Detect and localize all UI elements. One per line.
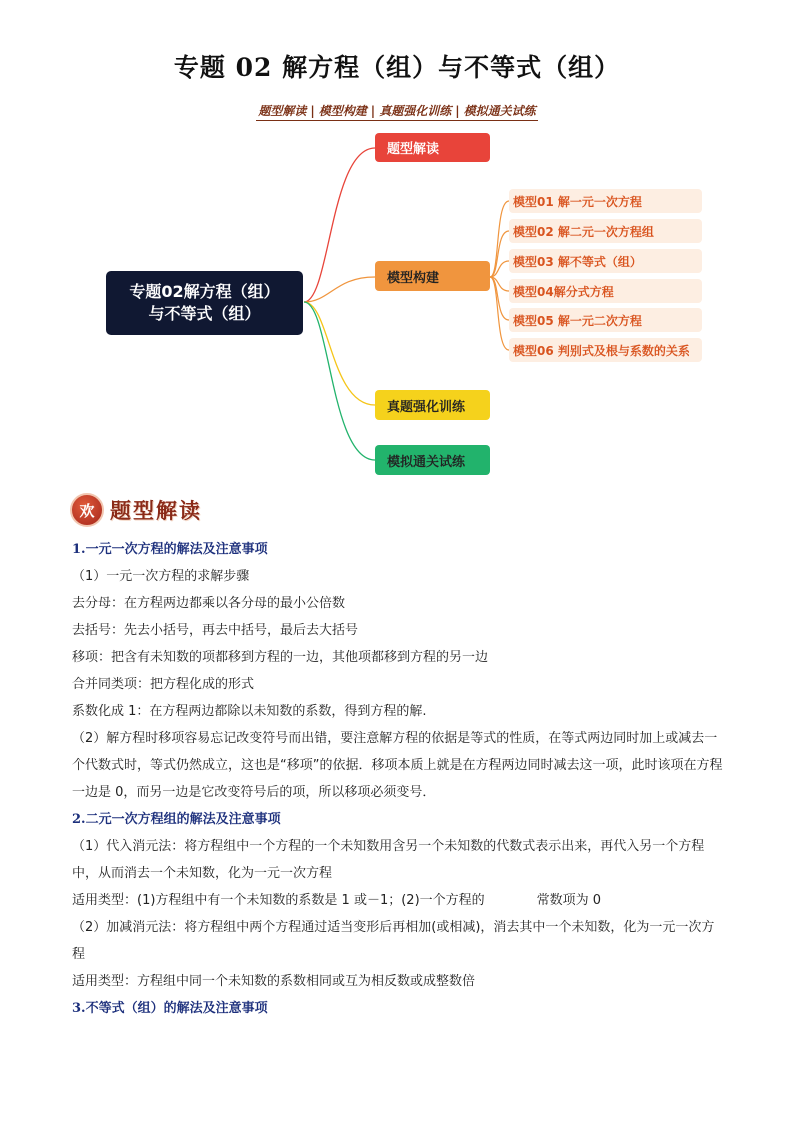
paragraph: 合并同类项：把方程化成的形式: [72, 677, 255, 692]
connector-model-6: [490, 277, 509, 350]
paragraph: 适用类型：方程组中同一个未知数的系数相同或互为相反数或成整数倍: [72, 974, 476, 989]
branch-tixing-jiedu: 题型解读: [375, 133, 490, 162]
connector-branch-4: [304, 302, 375, 460]
page-title: 专题 02 解方程（组）与不等式（组）: [173, 53, 621, 82]
connector-branch-1: [304, 148, 375, 302]
model-item: 模型06 判别式及根与系数的关系: [509, 338, 702, 362]
branch-zhenti-qianghua: 真题强化训练: [375, 390, 490, 420]
connector-model-1: [490, 201, 509, 277]
paragraph: 移项：把含有未知数的项都移到方程的一边，其他项都移到方程的另一边: [72, 650, 489, 665]
subtitle-links: 题型解读 | 模型构建 | 真题强化训练 | 模拟通关试练: [256, 102, 537, 121]
paragraph: 系数化成 1：在方程两边都除以未知数的系数，得到方程的解.: [72, 704, 427, 719]
subtitle-item: 题型解读: [258, 104, 307, 118]
connector-model-2: [490, 231, 509, 277]
paragraph: 去括号：先去小括号，再去中括号，最后去大括号: [72, 623, 359, 638]
connector-model-5: [490, 277, 509, 320]
badge-seal-icon: 欢: [70, 493, 104, 527]
model-item: 模型03 解不等式（组）: [509, 249, 702, 273]
model-item: 模型04解分式方程: [509, 279, 702, 303]
paragraph: （1）代入消元法：将方程组中一个方程的一个未知数用含另一个未知数的代数式表示出来，再代入另一个方程中，从而消去一个未知数，化为一元一次方程: [72, 839, 705, 881]
root-line-2: 与不等式（组）: [148, 304, 261, 323]
paragraph: （2）解方程时移项容易忘记改变符号而出错，要注意解方程的依据是等式的性质，在等式两边同时加上或减去一个代数式时，等式仍然成立，这也是“移项”的依据．移项本质上就是在方程两边同时减去这一项，此时该项在方程一边是 0，而另一边是它改变符号后的项，所以移项必须变号．: [72, 731, 723, 800]
connector-branch-2: [304, 277, 375, 302]
section-heading-1: 1.一元一次方程的解法及注意事项: [72, 542, 268, 557]
root-line-1: 专题02解方程（组）: [129, 282, 280, 301]
mindmap-root: [106, 271, 303, 335]
model-item: 模型01 解一元一次方程: [509, 189, 702, 213]
branch-moxing-goujian: 模型构建: [375, 261, 490, 291]
branch-moni-tongguan: 模拟通关试练: [375, 445, 490, 475]
content-body: [72, 536, 724, 1022]
section-heading-3: 3.不等式（组）的解法及注意事项: [72, 1001, 268, 1016]
paragraph: （2）加减消元法：将方程组中两个方程通过适当变形后再相加(或相减)，消去其中一个未知数，化为一元一次方程: [72, 920, 715, 962]
connector-branch-3: [304, 302, 375, 405]
subtitle-item: 模拟通关试练: [463, 104, 536, 118]
section-heading: 题型解读: [110, 498, 202, 523]
subtitle-item: 真题强化训练: [379, 104, 452, 118]
paragraph: 适用类型：(1)方程组中有一个未知数的系数是 1 或－1；(2)一个方程的 常数项为 0: [72, 893, 602, 908]
subtitle-item: 模型构建: [318, 104, 367, 118]
paragraph: （1）一元一次方程的求解步骤: [72, 569, 250, 584]
paragraph: 去分母：在方程两边都乘以各分母的最小公倍数: [72, 596, 346, 611]
section-badge: [70, 493, 220, 527]
model-item: 模型02 解二元一次方程组: [509, 219, 702, 243]
section-heading-2: 2.二元一次方程组的解法及注意事项: [72, 812, 281, 827]
model-item: 模型05 解一元二次方程: [509, 308, 702, 332]
